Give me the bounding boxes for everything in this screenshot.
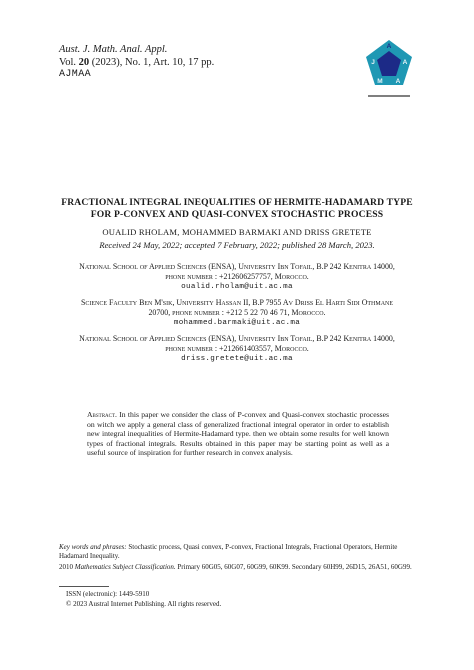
- affiliation-address: Science Faculty Ben M'sik, University Hassan II, B.P 7955 Av Driss El Harti Sidi Othmane: [80, 298, 394, 307]
- authors: OUALID RHOLAM, MOHAMMED BARMAKI AND DRISS GRETETE: [102, 227, 372, 237]
- logo-mark: [366, 40, 412, 85]
- msc-classification: [59, 563, 419, 572]
- affiliation-phone: phone number : +212606257757, Morocco.: [165, 272, 309, 282]
- keywords-text: Stochastic process, Quasi convex, P-convex, Fractional Integrals, Fractional Operators, Hermite Hadamard Inequality.: [59, 543, 398, 560]
- journal-header: [59, 44, 214, 82]
- footnote-rule: [59, 586, 109, 587]
- journal-logo: [364, 38, 414, 100]
- journal-abbrev: AJMAA: [59, 69, 92, 80]
- issn: ISSN (electronic): 1449-5910: [66, 590, 150, 598]
- affiliation-phone: 20700, phone number : +212 5 22 70 46 71, Morocco.: [148, 308, 326, 318]
- affiliation-3: [40, 334, 434, 365]
- journal-volume-line: [59, 57, 214, 70]
- affiliation-address: National School of Applied Sciences (ENSA), University Ibn Tofail, B.P 242 Kenitra 14000,: [79, 262, 395, 271]
- received-dates: Received 24 May, 2022; accepted 7 February, 2022; published 28 March, 2023.: [99, 240, 375, 250]
- volume-details: (2023), No. 1, Art. 10, 17 pp.: [91, 56, 215, 68]
- keywords: [59, 543, 419, 561]
- keywords-label: Key words and phrases:: [59, 543, 127, 551]
- logo-letter-left: J: [371, 59, 375, 66]
- abstract-label: Abstract.: [87, 410, 117, 419]
- logo-letter-bottom-right: A: [395, 78, 401, 85]
- logo-letter-bottom-left: M: [377, 78, 383, 85]
- abstract-text: In this paper we consider the class of P-convex and Quasi-convex stochastic processes on witch we apply a general class of generalized fractional integral operator in order to establish new integral inequalities of Hermite-Hadamard type. then we obtain some results for well known types of fractional integrals. Results obtained in this paper may be starting point as well as a useful source of inspiration for further research in convex analysis.: [87, 410, 390, 458]
- paper-title: [40, 197, 434, 221]
- affiliation-address: National School of Applied Sciences (ENSA), University Ibn Tofail, B.P 242 Kenitra 14000,: [79, 334, 395, 343]
- abstract: [87, 410, 389, 458]
- msc-year: 2010: [59, 563, 73, 571]
- affiliation-email: mohammed.barmaki@uit.ac.ma: [173, 319, 301, 328]
- msc-label: Mathematics Subject Classification.: [74, 563, 176, 571]
- affiliation-phone: phone number : +212661403557, Morocco.: [165, 344, 309, 354]
- msc-text: Primary 60G05, 60G07, 60G99, 60K99. Secondary 60H99, 26D15, 26A51, 60G99.: [177, 563, 412, 571]
- affiliation-email: oualid.rholam@uit.ac.ma: [181, 283, 293, 292]
- affiliation-1: [40, 262, 434, 293]
- title-line-1: FRACTIONAL INTEGRAL INEQUALITIES OF HERMITE-HADAMARD TYPE: [61, 197, 413, 208]
- volume-prefix: Vol.: [59, 56, 77, 68]
- logo-letter-right: A: [402, 59, 408, 66]
- affiliation-2: [40, 298, 434, 329]
- logo-letter-top: A: [386, 43, 392, 50]
- copyright: © 2023 Austral Internet Publishing. All rights reserved.: [66, 600, 222, 608]
- title-line-2: FOR P-CONVEX AND QUASI-CONVEX STOCHASTIC PROCESS: [90, 209, 384, 220]
- affiliation-email: driss.gretete@uit.ac.ma: [181, 355, 293, 364]
- journal-name: Aust. J. Math. Anal. Appl.: [59, 44, 168, 55]
- volume-number: 20: [78, 56, 90, 68]
